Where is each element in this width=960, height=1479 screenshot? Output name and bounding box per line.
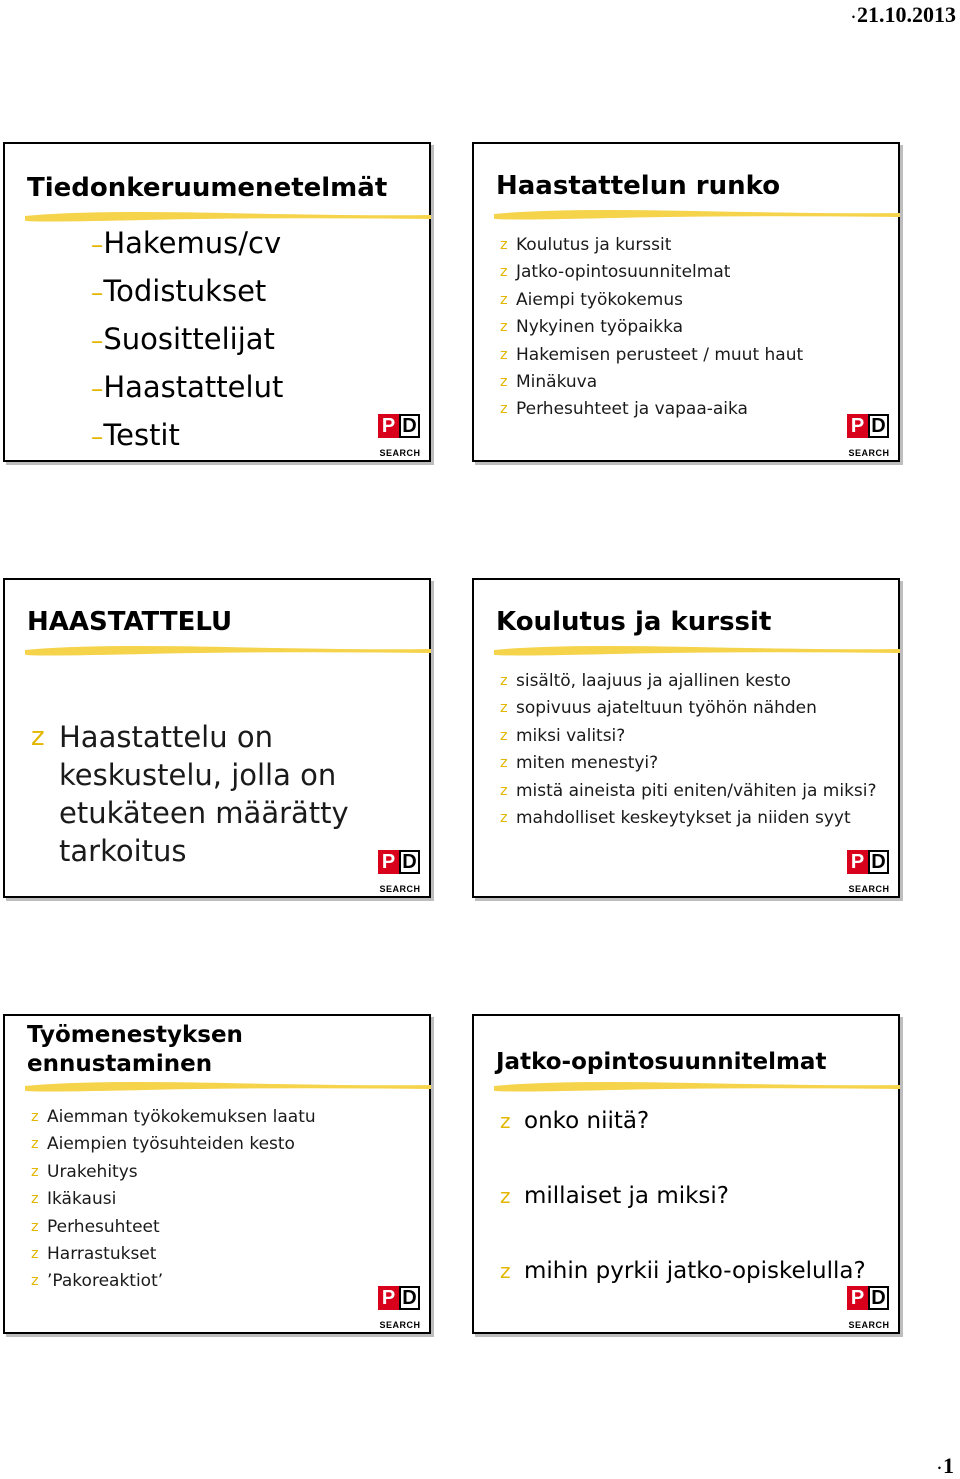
list-item: z Nykyinen työpaikka	[500, 317, 684, 338]
slide-title: Jatko-opintosuunnitelmat	[496, 1049, 827, 1075]
list-item: z mistä aineista piti eniten/vähiten ja miksi?	[500, 780, 877, 801]
page-number-text: 1	[943, 1453, 954, 1478]
list-item: z Ikäkausi	[31, 1189, 117, 1210]
bullet-list	[500, 668, 890, 832]
list-item: z Minäkuva	[500, 372, 598, 393]
pd-search-logo: P D SEARCH	[848, 1287, 890, 1330]
list-item: –Todistukset	[91, 274, 267, 308]
list-item: z Jatko-opintosuunnitelmat	[500, 262, 731, 283]
slide-title: Koulutus ja kurssit	[496, 607, 772, 637]
bullet-list	[91, 220, 421, 460]
slide-haastattelun-runko	[472, 142, 900, 462]
slide-tiedonkeruumenetelmat	[3, 142, 431, 462]
list-item: z Urakehitys	[31, 1161, 138, 1182]
slide-title: HAASTATTELU	[27, 607, 233, 637]
bullet-list	[500, 1084, 890, 1309]
slide-title: Tiedonkeruumenetelmät	[27, 173, 388, 203]
bullet-list	[31, 718, 369, 870]
list-item: z mahdolliset keskeytykset ja niiden syyt	[500, 808, 851, 829]
handout-date: •21.10.2013	[851, 2, 956, 27]
bullet-list	[500, 232, 890, 424]
pd-search-logo: P D SEARCH	[379, 1287, 421, 1330]
list-item: z Hakemisen perusteet / muut haut	[500, 344, 804, 365]
title-underline-swoosh	[494, 206, 900, 220]
list-item: z sopivuus ajateltuun työhön nähden	[500, 698, 817, 719]
pd-search-logo: P D SEARCH	[848, 415, 890, 458]
title-underline-swoosh	[25, 1078, 431, 1092]
list-item: –Suosittelijat	[91, 322, 275, 356]
pd-search-logo: P D SEARCH	[848, 851, 890, 894]
pd-search-logo: P D SEARCH	[379, 415, 421, 458]
slide-koulutus-ja-kurssit	[472, 578, 900, 898]
list-item: z mihin pyrkii jatko-opiskelulla?	[500, 1258, 866, 1284]
list-item: z Aiempien työsuhteiden kesto	[31, 1134, 295, 1155]
title-underline-swoosh	[494, 642, 900, 656]
list-item: z onko niitä?	[500, 1108, 650, 1134]
list-item: z Perhesuhteet	[31, 1216, 160, 1237]
slide-title: Työmenestyksen ennustaminen	[27, 1022, 243, 1077]
title-underline-swoosh	[25, 642, 431, 656]
list-item: z Aiemman työkokemuksen laatu	[31, 1107, 316, 1127]
list-item: z miten menestyi?	[500, 753, 659, 774]
date-text: 21.10.2013	[857, 2, 956, 27]
list-item: z ’Pakoreaktiot’	[31, 1271, 164, 1292]
list-item: z Koulutus ja kurssit	[500, 235, 672, 255]
list-item: z Aiempi työkokemus	[500, 289, 683, 310]
bullet-list	[31, 1104, 421, 1296]
list-item: –Haastattelut	[91, 370, 284, 404]
slide-title: Haastattelun runko	[496, 171, 781, 201]
list-item: –Testit	[91, 418, 180, 452]
list-item: –Hakemus/cv	[91, 226, 282, 260]
list-item: z millaiset ja miksi?	[500, 1183, 730, 1209]
slide-jatko-opintosuunnitelmat	[472, 1014, 900, 1334]
list-item: z sisältö, laajuus ja ajallinen kesto	[500, 671, 791, 691]
list-item: z Perhesuhteet ja vapaa-aika	[500, 399, 748, 420]
slide-tyomenestyksen-ennustaminen	[3, 1014, 431, 1334]
slide-haastattelu	[3, 578, 431, 898]
page-number: •1	[937, 1453, 954, 1478]
list-item: z Harrastukset	[31, 1244, 157, 1265]
list-item: z miksi valitsi?	[500, 725, 626, 746]
pd-search-logo: P D SEARCH	[379, 851, 421, 894]
list-item: z Haastattelu on keskustelu, jolla on etukäteen määrätty tarkoitus	[31, 720, 349, 868]
